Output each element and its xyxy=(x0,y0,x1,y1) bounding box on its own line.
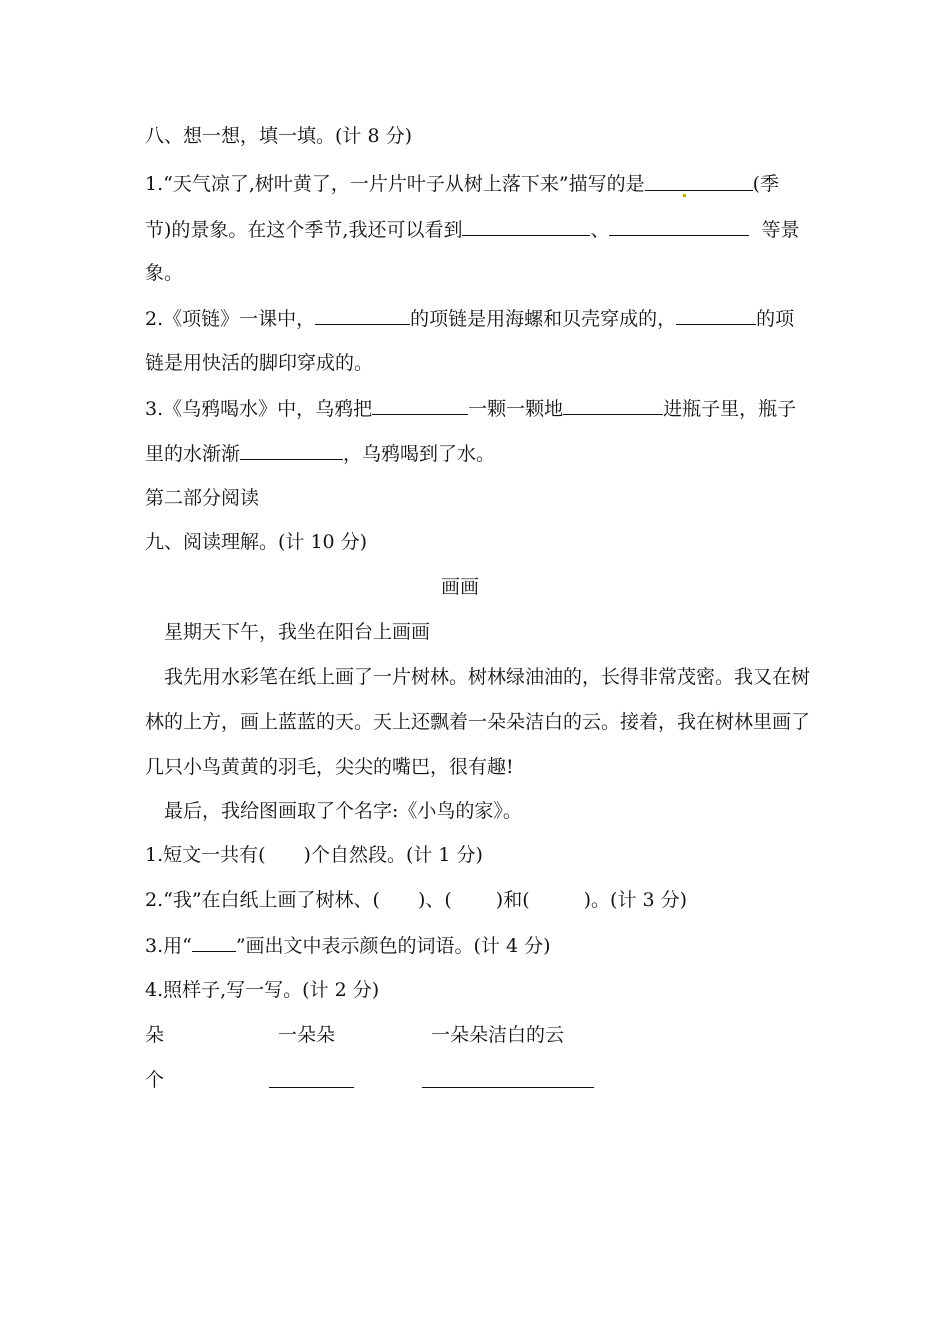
blank-mark xyxy=(683,194,686,197)
q3-text-b: 一颗一颗地 xyxy=(468,398,564,420)
section9-q3 xyxy=(145,933,551,958)
example-char-1: 朵 xyxy=(145,1024,165,1046)
section8-q2-line2: 链是用快活的脚印穿成的。 xyxy=(145,352,374,374)
section9-q2 xyxy=(145,888,687,912)
section8-q3-line2 xyxy=(145,441,495,466)
answer-blank-phrase[interactable] xyxy=(269,1071,354,1088)
s9q1-text-a: 1.短文一共有( xyxy=(145,844,266,866)
q2-text-b: 的项链是用海螺和贝壳穿成的， xyxy=(410,308,677,330)
story-para3: 最后，我给图画取了个名字:《小鸟的家》。 xyxy=(164,800,522,822)
q1-blank-scene2[interactable] xyxy=(609,217,749,236)
q3-text-d: 里的水渐渐 xyxy=(145,443,241,465)
q2-blank-2[interactable] xyxy=(676,306,756,325)
q1-blank-season[interactable] xyxy=(645,172,753,191)
q3-text-e: ，乌鸦喝到了水。 xyxy=(343,443,496,465)
q1-text-b: (季 xyxy=(752,173,780,195)
q2-text-a: 2.《项链》一课中， xyxy=(145,308,316,330)
story-para1: 星期天下午，我坐在阳台上画画 xyxy=(164,621,431,643)
story-para2-line2: 林的上方，画上蓝蓝的天。天上还飘着一朵朵洁白的云。接着，我在树林里画了 xyxy=(145,711,811,733)
q3-blank-2[interactable] xyxy=(563,396,663,415)
section9-q1 xyxy=(145,843,483,867)
q1-text-a: 1.“天气凉了,树叶黄了，一片片叶子从树上落下来”描写的是 xyxy=(145,173,645,195)
section9-q4: 4.照样子,写一写。(计 2 分) xyxy=(145,979,380,1001)
example-phrase-1: 一朵朵 xyxy=(278,1024,336,1046)
story-para2-line3: 几只小鸟黄黄的羽毛，尖尖的嘴巴，很有趣! xyxy=(145,756,514,778)
section8-q2-line1 xyxy=(145,306,794,331)
s9q2-text-d: )。(计 3 分) xyxy=(583,889,688,911)
section8-q3-line1 xyxy=(145,396,796,421)
answer-blank-sentence[interactable] xyxy=(422,1071,594,1088)
s9q2-text-a: 2.“我”在白纸上画了树林、( xyxy=(145,889,380,911)
part2-title: 第二部分阅读 xyxy=(145,487,260,509)
section9-heading: 九、阅读理解。(计 10 分) xyxy=(145,531,368,553)
q2-text-c: 的项 xyxy=(756,308,795,330)
section8-q1-line2 xyxy=(145,217,799,242)
s9q3-text-b: ”画出文中表示颜色的词语。(计 4 分) xyxy=(235,935,551,957)
s9q2-text-b: )、( xyxy=(417,889,452,911)
q1-text-e: 等景 xyxy=(761,219,800,241)
q1-text-d: 、 xyxy=(590,219,610,241)
section8-q1-line1 xyxy=(145,172,779,196)
q3-blank-3[interactable] xyxy=(240,441,343,460)
s9q3-underline-sample xyxy=(192,933,236,952)
s9q2-text-c: )和( xyxy=(495,889,530,911)
section8-heading: 八、想一想，填一填。(计 8 分) xyxy=(145,125,412,147)
story-title: 画画 xyxy=(440,576,479,598)
s9q3-text-a: 3.用“ xyxy=(145,935,192,957)
example-phrase-2: 一朵朵洁白的云 xyxy=(431,1024,565,1046)
q3-text-a: 3.《乌鸦喝水》中，乌鸦把 xyxy=(145,398,373,420)
q1-text-c: 节)的景象。在这个季节,我还可以看到 xyxy=(145,219,463,241)
q1-blank-scene1[interactable] xyxy=(462,217,590,236)
section8-q1-line3: 象。 xyxy=(145,262,184,284)
story-para2-line1: 我先用水彩笔在纸上画了一片树林。树林绿油油的，长得非常茂密。我又在树 xyxy=(164,666,811,688)
s9q1-text-b: )个自然段。(计 1 分) xyxy=(303,844,483,866)
q2-blank-1[interactable] xyxy=(315,306,410,325)
example-char-2: 个 xyxy=(145,1069,165,1091)
q3-blank-1[interactable] xyxy=(372,396,468,415)
q3-text-c: 进瓶子里，瓶子 xyxy=(663,398,797,420)
